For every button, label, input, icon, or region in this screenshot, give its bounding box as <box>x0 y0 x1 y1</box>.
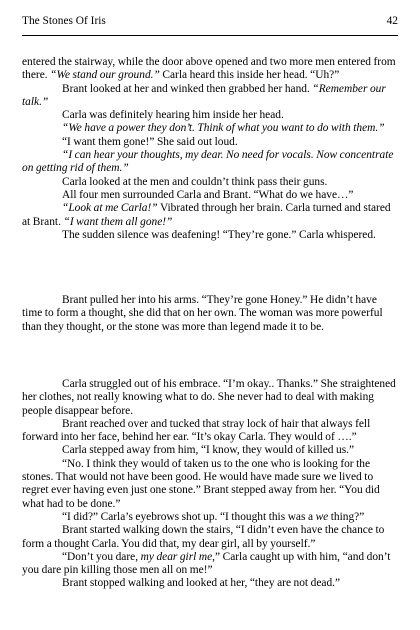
paragraph: Brant reached over and tucked that stray lock of hair that always fell forward into her face, behind her ear. “It’s okay Carla. They would of ….” <box>22 417 371 444</box>
paragraph: “I want them gone!” She said out loud. <box>62 135 238 148</box>
paragraph: Brant stopped walking and looked at her, “they are not dead.” <box>62 577 341 590</box>
paragraph: “No. I think they would of taken us to the one who is looking for the stones. That would not have been good. He would have made sure we lived to regret ever having even just one stone.” Brant stepped away from her. “You did what had to be done.” <box>22 457 380 510</box>
paragraph: “Don’t you dare, my dear girl me,” Carla caught up with him, “and don’t you dare pin killing those men all on me!” <box>22 550 391 577</box>
paragraph: Brant looked at her and winked then grabbed her hand. “Remember our talk.” <box>22 82 386 108</box>
paragraph: “I did?” Carla’s eyebrows shot up. “I thought this was a we thing?” <box>62 510 365 523</box>
paragraph: “Look at me Carla!” Vibrated through her brain. Carla turned and stared at Brant. “I want them all gone!” <box>22 202 391 228</box>
header-rule <box>22 35 398 36</box>
paragraph: The sudden silence was deafening! “They’re gone.” Carla whispered. <box>62 228 376 241</box>
paragraph: Brant pulled her into his arms. “They’re gone Honey.” He didn’t have time to form a thought, she did that on her own. The woman was more powerful than they thought, or the stone was more than legend made it to be. <box>22 294 383 333</box>
paragraph: Carla looked at the men and couldn’t think pass their guns. <box>62 175 328 188</box>
paragraph: Carla was definitely hearing him inside her head. <box>62 109 284 122</box>
text-block-2 <box>22 294 397 334</box>
page-number: 42 <box>386 15 398 27</box>
paragraph: All four men surrounded Carla and Brant. “What do we have…” <box>62 188 354 201</box>
paragraph: “We have a power they don’t. Think of what you want to do with them.” <box>62 122 385 135</box>
book-title: The Stones Of Iris <box>22 15 106 27</box>
paragraph: Carla stepped away from him, “I know, they would of killed us.” <box>62 444 355 457</box>
text-block-3 <box>22 378 397 591</box>
paragraph: entered the stairway, while the door above opened and two more men entered from there. “We stand our ground.” Carla heard this inside her head. “Uh?” <box>22 56 396 82</box>
running-header <box>22 13 398 29</box>
paragraph: Carla struggled out of his embrace. “I’m okay.. Thanks.” She straightened her clothes, not really knowing what to do. She never had to deal with making people disappear before. <box>22 378 396 417</box>
text-block-1 <box>22 56 397 242</box>
paragraph: “I can hear your thoughts, my dear. No need for vocals. Now concentrate on getting rid of them.” <box>22 149 394 175</box>
paragraph: Brant started walking down the stairs, “I didn’t even have the chance to form a thought Carla. You did that, my dear girl, all by yourself.” <box>22 524 385 550</box>
